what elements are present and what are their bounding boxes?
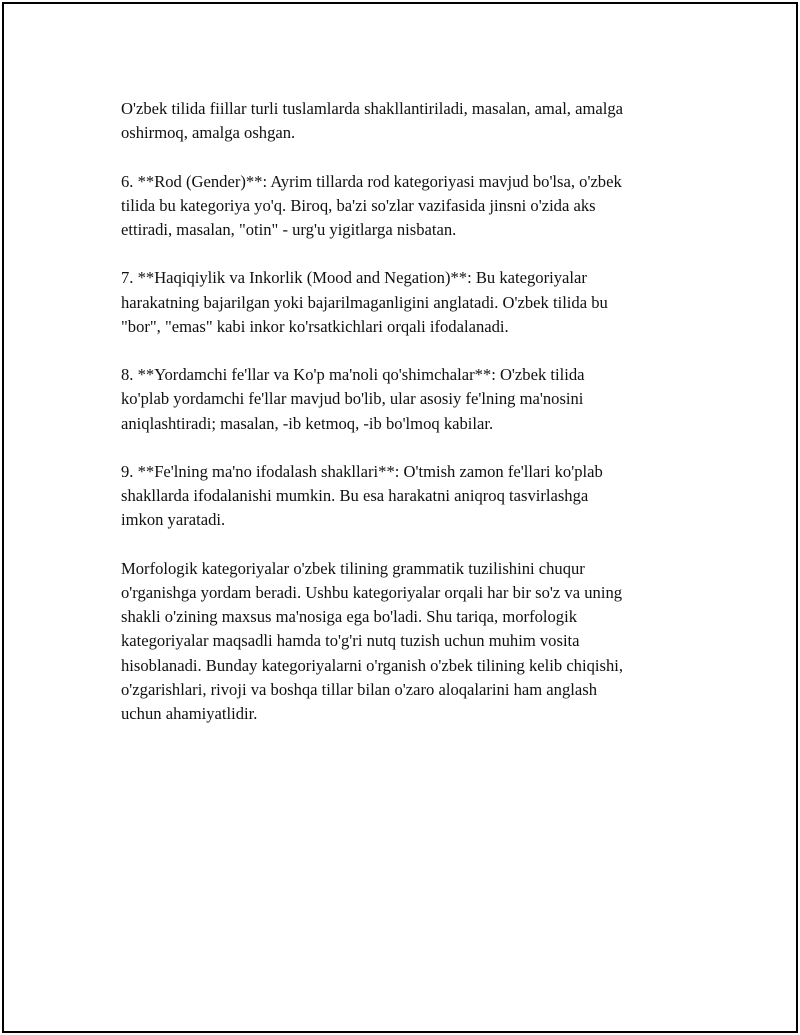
text-line: 7. **Haqiqiylik va Inkorlik (Mood and Negation)**: Bu kategoriyalar <box>121 268 587 288</box>
text-line: oshirmoq, amalga oshgan. <box>121 123 296 143</box>
text-line: ko'plab yordamchi fe'llar mavjud bo'lib, ular asosiy fe'lning ma'nosini <box>121 389 584 409</box>
text-line: 9. **Fe'lning ma'no ifodalash shakllari**: O'tmish zamon fe'llari ko'plab <box>121 461 603 481</box>
text-line: uchun ahamiyatlidir. <box>121 704 258 723</box>
text-line: hisoblanadi. Bunday kategoriyalarni o'rganish o'zbek tilining kelib chiqishi, <box>121 655 624 675</box>
text-line: 6. **Rod (Gender)**: Ayrim tillarda rod kategoriyasi mavjud bo'lsa, o'zbek <box>121 171 622 191</box>
text-line: O'zbek tilida fiillar turli tuslamlarda shakllantiriladi, masalan, amal, amalga <box>121 99 624 118</box>
paragraph-item-7 <box>121 266 691 339</box>
text-line: aniqlashtiradi; masalan, -ib ketmoq, -ib bo'lmoq kabilar. <box>121 413 494 433</box>
text-line: o'zgarishlari, rivoji va boshqa tillar bilan o'zaro aloqalarini ham anglash <box>121 679 597 699</box>
text-line: o'rganishga yordam beradi. Ushbu kategoriyalar orqali har bir so'z va uning <box>121 582 623 602</box>
text-line: shakllarda ifodalanishi mumkin. Bu esa harakatni aniqroq tasvirlashga <box>121 486 589 506</box>
text-line: shakli o'zining maxsus ma'nosiga ega bo'ladi. Shu tariqa, morfologik <box>121 607 578 627</box>
text-line: tilida bu kategoriya yo'q. Biroq, ba'zi so'zlar vazifasida jinsni o'zida aks <box>121 195 596 215</box>
paragraph-item-8 <box>121 363 691 436</box>
text-line: harakatning bajarilgan yoki bajarilmaganligini anglatadi. O'zbek tilida bu <box>121 292 608 312</box>
paragraph-conclusion <box>121 557 691 726</box>
page-frame <box>2 2 798 1033</box>
text-line: Morfologik kategoriyalar o'zbek tilining grammatik tuzilishini chuqur <box>121 558 585 578</box>
paragraph-intro <box>121 97 691 145</box>
text-line: imkon yaratadi. <box>121 510 226 530</box>
text-line: kategoriyalar maqsadli hamda to'g'ri nutq tuzish uchun muhim vosita <box>121 631 580 651</box>
paragraph-item-6 <box>121 170 691 243</box>
document-body <box>121 97 691 750</box>
text-line: "bor", "emas" kabi inkor ko'rsatkichlari orqali ifodalanadi. <box>121 316 509 336</box>
text-line: ettiradi, masalan, "otin" - urg'u yigitlarga nisbatan. <box>121 220 457 239</box>
paragraph-item-9 <box>121 460 691 533</box>
text-line: 8. **Yordamchi fe'llar va Ko'p ma'noli qo'shimchalar**: O'zbek tilida <box>121 365 585 385</box>
